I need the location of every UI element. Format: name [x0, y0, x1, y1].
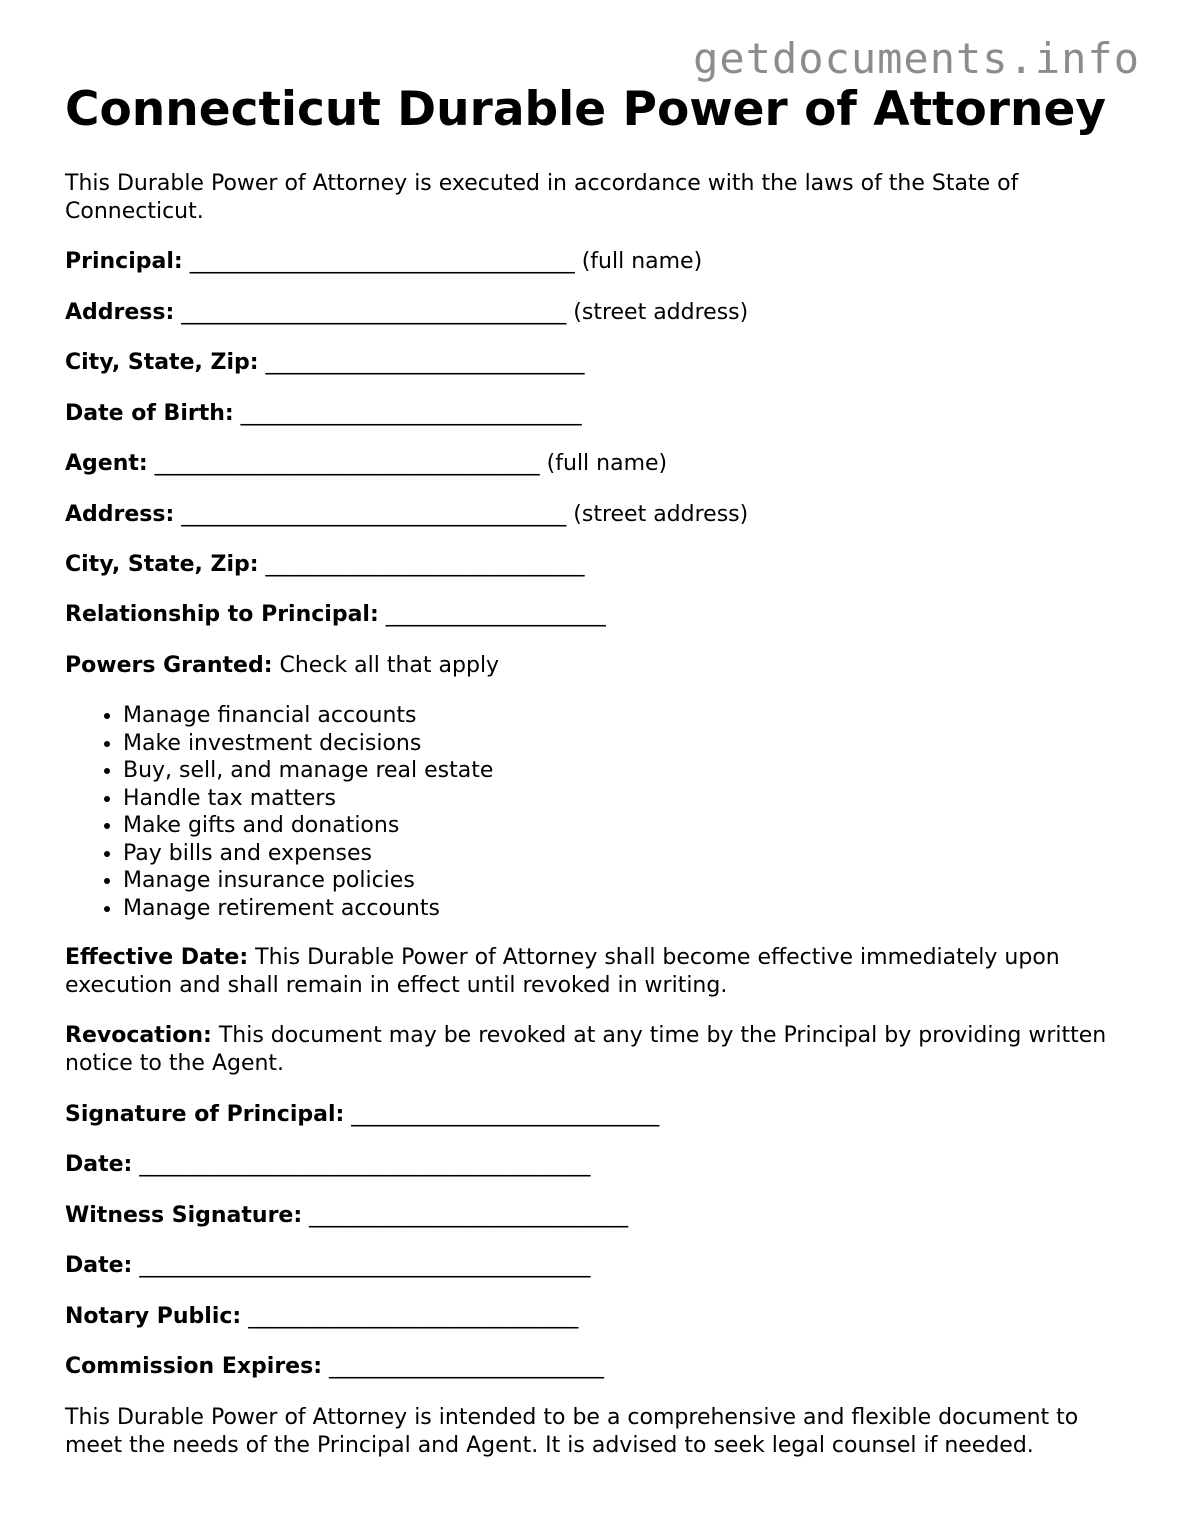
commission-field — [65, 1353, 604, 1380]
powers-label: Powers Granted: — [65, 653, 273, 678]
principal-signature-line: ____________________________ — [344, 1102, 660, 1127]
principal-city-field — [65, 349, 585, 376]
witness-signature-field — [65, 1202, 628, 1229]
date-label-1: Date: — [65, 1152, 133, 1177]
agent-address-label: Address: — [65, 502, 175, 527]
principal-signature-field — [65, 1101, 659, 1128]
agent-label: Agent: — [65, 451, 148, 476]
list-item: • Make investment decisions — [123, 730, 493, 758]
document-title: Connecticut Durable Power of Attorney — [65, 82, 1106, 137]
closing-paragraph: This Durable Power of Attorney is intended to be a comprehensive and flexible document to meet the needs of the Principal and Agent. It is advised to seek legal counsel if needed. — [65, 1405, 1079, 1458]
principal-address-line: ___________________________________ — [174, 300, 574, 325]
relationship-label: Relationship to Principal: — [65, 602, 379, 627]
notary-field — [65, 1303, 578, 1330]
revocation-text: This document may be revoked at any time by the Principal by providing written notice to the Agent. — [65, 1023, 1107, 1076]
principal-signature-label: Signature of Principal: — [65, 1102, 345, 1127]
date-line-1: _________________________________________ — [132, 1152, 591, 1177]
principal-address-label: Address: — [65, 300, 175, 325]
dob-label: Date of Birth: — [65, 401, 234, 426]
list-item: • Pay bills and expenses — [123, 840, 493, 868]
list-item: • Manage financial accounts — [123, 702, 493, 730]
dob-line: _______________________________ — [233, 401, 582, 426]
list-item: • Manage insurance policies — [123, 867, 493, 895]
relationship-field — [65, 601, 606, 628]
agent-address-field — [65, 501, 748, 528]
date-field-2 — [65, 1252, 590, 1279]
agent-city-label: City, State, Zip: — [65, 552, 259, 577]
agent-line: ___________________________________ — [147, 451, 547, 476]
powers-list — [65, 702, 493, 922]
list-item: • Manage retirement accounts — [123, 895, 493, 923]
notary-line: ______________________________ — [241, 1304, 579, 1329]
witness-signature-label: Witness Signature: — [65, 1203, 303, 1228]
agent-city-line: _____________________________ — [258, 552, 585, 577]
date-label-2: Date: — [65, 1253, 133, 1278]
agent-city-field — [65, 551, 585, 578]
watermark: getdocuments.info — [693, 34, 1140, 83]
relationship-line: ____________________ — [378, 602, 606, 627]
principal-city-label: City, State, Zip: — [65, 350, 259, 375]
commission-line: _________________________ — [322, 1354, 604, 1379]
principal-address-hint: (street address) — [573, 300, 749, 325]
agent-address-hint: (street address) — [573, 502, 749, 527]
powers-instruction: Check all that apply — [272, 653, 500, 678]
principal-field — [65, 248, 702, 275]
revocation-label: Revocation: — [65, 1023, 212, 1048]
principal-line: ___________________________________ — [182, 249, 582, 274]
principal-label: Principal: — [65, 249, 183, 274]
list-item: • Buy, sell, and manage real estate — [123, 757, 493, 785]
agent-address-line: ___________________________________ — [174, 502, 574, 527]
notary-label: Notary Public: — [65, 1304, 242, 1329]
intro-paragraph: This Durable Power of Attorney is executed in accordance with the laws of the State of Connecticut. — [65, 171, 1019, 224]
date-field-1 — [65, 1151, 590, 1178]
principal-hint: (full name) — [581, 249, 703, 274]
principal-address-field — [65, 299, 748, 326]
commission-label: Commission Expires: — [65, 1354, 322, 1379]
revocation-paragraph — [65, 1022, 1125, 1077]
powers-heading — [65, 652, 499, 679]
effective-date-text: This Durable Power of Attorney shall become effective immediately upon execution and shall remain in effect until revoked in writing. — [65, 945, 1060, 998]
dob-field — [65, 400, 582, 427]
agent-hint: (full name) — [546, 451, 668, 476]
list-item: • Make gifts and donations — [123, 812, 493, 840]
date-line-2: _________________________________________ — [132, 1253, 591, 1278]
witness-signature-line: _____________________________ — [302, 1203, 629, 1228]
list-item: • Handle tax matters — [123, 785, 493, 813]
effective-date-label: Effective Date: — [65, 945, 249, 970]
effective-date-paragraph — [65, 944, 1125, 999]
principal-city-line: _____________________________ — [258, 350, 585, 375]
agent-field — [65, 450, 667, 477]
